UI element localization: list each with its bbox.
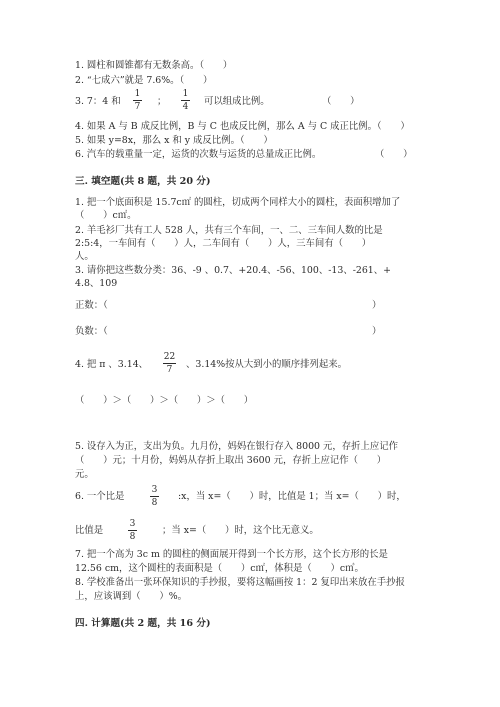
fill-q6-line2-prefix: 比值是	[75, 525, 104, 536]
fill-q5-line3: 元。	[75, 469, 94, 480]
judgment-q5: 5. 如果 y=8x，那么 x 和 y 成反比例。（ ）	[75, 135, 273, 146]
fill-q8-line1: 8. 学校准备出一张环保知识的手抄报，要将这幅画按 1：2 复印出来放在手抄报	[75, 577, 405, 588]
judgment-q3-fraction-1	[133, 89, 142, 112]
judgment-q3-fraction-2	[181, 89, 190, 112]
judgment-q4: 4. 如果 A 与 B 成反比例，B 与 C 也成反比例，那么 A 与 C 成正比例。（ ）	[75, 121, 410, 132]
fraction-numerator: 1	[134, 89, 141, 99]
fill-q2-line2: 2:5:4，一车间有（ ）人，二车间有（ ）人，三车间有（ ）	[75, 238, 372, 249]
fill-q5-line1: 5. 设存入为正，支出为负。九月份，妈妈在银行存入 8000 元，存折上应记作	[75, 441, 398, 452]
fraction-bar	[128, 530, 137, 531]
fill-q8-line2: 上，应该调到（ ）%。	[75, 591, 188, 602]
fill-q2-line1: 2. 羊毛衫厂共有工人 528 人，共有三个车间，一、二、三车间人数的比是	[75, 225, 383, 236]
fill-q2-line3: 人。	[75, 251, 94, 262]
fill-q5-line2: （ ）元；十月份，妈妈从存折上取出 3600 元，存折上应记作（ ）	[75, 455, 387, 466]
section-3-heading: 三. 填空题(共 8 题，共 20 分)	[75, 176, 211, 187]
fill-q6-fraction-2	[128, 519, 137, 542]
judgment-q6: 6. 汽车的载重量一定，运货的次数与运货的总量成正比例。	[75, 149, 322, 160]
fill-q4-prefix: 4. 把 π 、3.14、	[75, 359, 149, 370]
judgment-q3-prefix: 3. 7：4 和	[75, 96, 121, 107]
fraction-numerator: 1	[182, 89, 189, 99]
fill-q6-prefix: 6. 一个比是	[75, 491, 125, 502]
fill-q4-fraction	[163, 352, 176, 375]
fill-q1-line2: （ ）c㎡。	[75, 210, 137, 221]
judgment-q2: 2. “七成六”就是 7.6%。（ ）	[75, 75, 213, 86]
fill-q7-line1: 7. 把一个高为 3c m 的圆柱的侧面展开得到一个长方形，这个长方形的长是	[75, 549, 388, 560]
fill-q4-order: （ ）＞（ ）＞（ ）＞（ ）	[75, 395, 254, 406]
fill-q6-line2-suffix: ；当 x=（ ）时，这个比无意义。	[162, 525, 319, 536]
fraction-denominator: 7	[134, 102, 141, 112]
fill-q3-line2: 4.8、109	[75, 278, 118, 289]
negative-numbers-close: ）	[372, 326, 382, 337]
fraction-bar	[181, 100, 190, 101]
fraction-numerator: 3	[151, 485, 158, 495]
fraction-bar	[150, 496, 159, 497]
judgment-q6-bracket: （ ）	[375, 149, 413, 160]
fill-q4-suffix: 、3.14%按从大到小的顺序排列起来。	[186, 359, 348, 370]
fraction-numerator: 3	[129, 519, 136, 529]
fraction-denominator: 7	[166, 365, 173, 375]
section-4-heading: 四. 计算题(共 2 题，共 16 分)	[75, 618, 211, 629]
fill-q3-line1: 3. 请你把这些数分类：36、-9 、0.7、+20.4、-56、100、-13、-261、+	[75, 265, 391, 276]
judgment-q3-separator: ；	[157, 96, 167, 107]
judgment-q3-suffix: 可以组成比例。	[204, 96, 270, 107]
judgment-q1: 1. 圆柱和圆锥都有无数条高。（ ）	[75, 60, 233, 71]
fill-q6-fraction-1	[150, 485, 159, 508]
negative-numbers-label: 负数：（	[75, 326, 108, 337]
fraction-denominator: 8	[151, 498, 158, 508]
fill-q1-line1: 1. 把一个底面积是 15.7c㎡ 的圆柱，切成两个同样大小的圆柱，表面积增加了	[75, 197, 401, 208]
judgment-q3-bracket: （ ）	[322, 96, 360, 107]
fraction-denominator: 4	[182, 102, 189, 112]
fraction-numerator: 22	[163, 352, 176, 362]
fill-q7-line2: 12.56 cm，这个圆柱的表面积是（ ）c㎡，体积是（ ）c㎥。	[75, 563, 364, 574]
fraction-bar	[133, 100, 142, 101]
positive-numbers-label: 正数：（	[75, 300, 108, 311]
fill-q6-middle: :x，当 x=（ ）时，比值是 1；当 x=（ ）时，	[178, 491, 406, 502]
positive-numbers-close: ）	[372, 300, 382, 311]
fraction-bar	[163, 363, 176, 364]
fraction-denominator: 8	[129, 532, 136, 542]
